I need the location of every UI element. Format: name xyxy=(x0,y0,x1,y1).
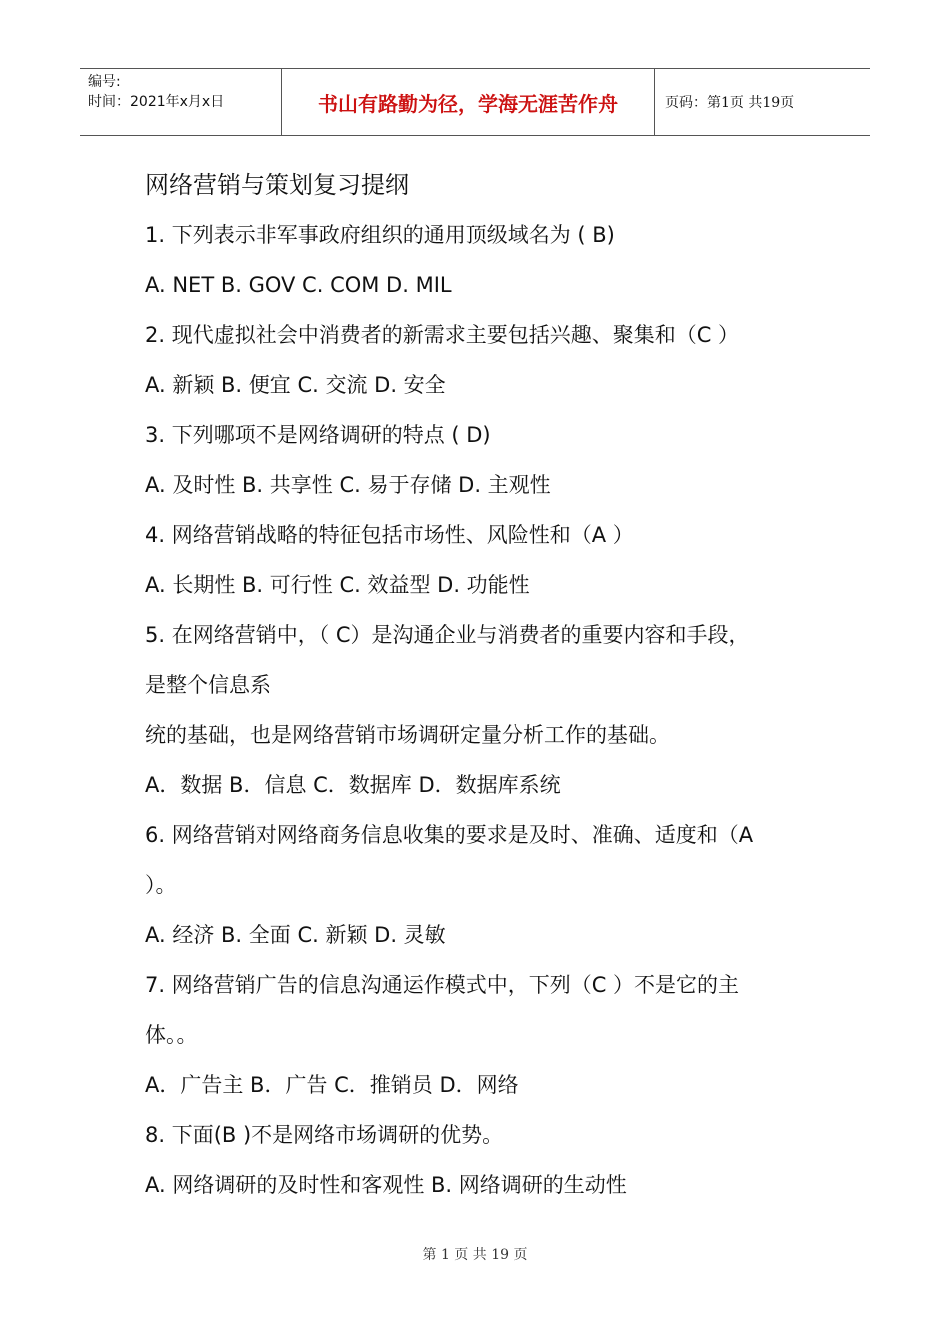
text-line: 4. 网络营销战略的特征包括市场性、风险性和（A ） xyxy=(145,523,634,547)
text-line: A. 经济 B. 全面 C. 新颖 D. 灵敏 xyxy=(145,923,446,947)
text-line: A. 网络调研的及时性和客观性 B. 网络调研的生动性 xyxy=(145,1173,627,1197)
text-line: 5. 在网络营销中，（ C）是沟通企业与消费者的重要内容和手段， xyxy=(145,623,750,647)
text-line: 是整个信息系 xyxy=(145,673,271,697)
text-line: 7. 网络营销广告的信息沟通运作模式中，下列（C ）不是它的主 xyxy=(145,973,740,997)
text-line: A. NET B. GOV C. COM D. MIL xyxy=(145,273,452,297)
text-line: A. 长期性 B. 可行性 C. 效益型 D. 功能性 xyxy=(145,573,530,597)
text-line: A. 新颖 B. 便宜 C. 交流 D. 安全 xyxy=(145,373,446,397)
document-body xyxy=(145,160,815,1210)
text-line: 统的基础，也是网络营销市场调研定量分析工作的基础。 xyxy=(145,723,670,747)
text-line: A. 及时性 B. 共享性 C. 易于存储 D. 主观性 xyxy=(145,473,551,497)
header-meta xyxy=(80,69,282,135)
header-motto: 书山有路勤为径，学海无涯苦作舟 xyxy=(282,69,655,135)
document-title: 网络营销与策划复习提纲 xyxy=(145,171,409,199)
text-line: 6. 网络营销对网络商务信息收集的要求是及时、准确、适度和（A xyxy=(145,823,754,847)
header-page-info: 页码：第1页 共19页 xyxy=(665,95,795,111)
number-label: 编号: xyxy=(88,74,121,90)
text-line: 体。。 xyxy=(145,1023,198,1047)
date-label: 时间：2021年x月x日 xyxy=(88,94,225,110)
text-line: ）。 xyxy=(145,873,177,897)
text-line: 1. 下列表示非军事政府组织的通用顶级域名为 ( B) xyxy=(145,223,615,247)
text-line: A．数据 B．信息 C．数据库 D．数据库系统 xyxy=(145,773,561,797)
text-line: A．广告主 B．广告 C．推销员 D．网络 xyxy=(145,1073,519,1097)
text-line: 3. 下列哪项不是网络调研的特点 ( D) xyxy=(145,423,491,447)
page-footer: 第 1 页 共 19 页 xyxy=(422,1247,528,1263)
text-line: 8. 下面(B )不是网络市场调研的优势。 xyxy=(145,1123,504,1147)
page-header xyxy=(80,68,870,136)
text-line: 2. 现代虚拟社会中消费者的新需求主要包括兴趣、聚集和（C ） xyxy=(145,323,740,347)
